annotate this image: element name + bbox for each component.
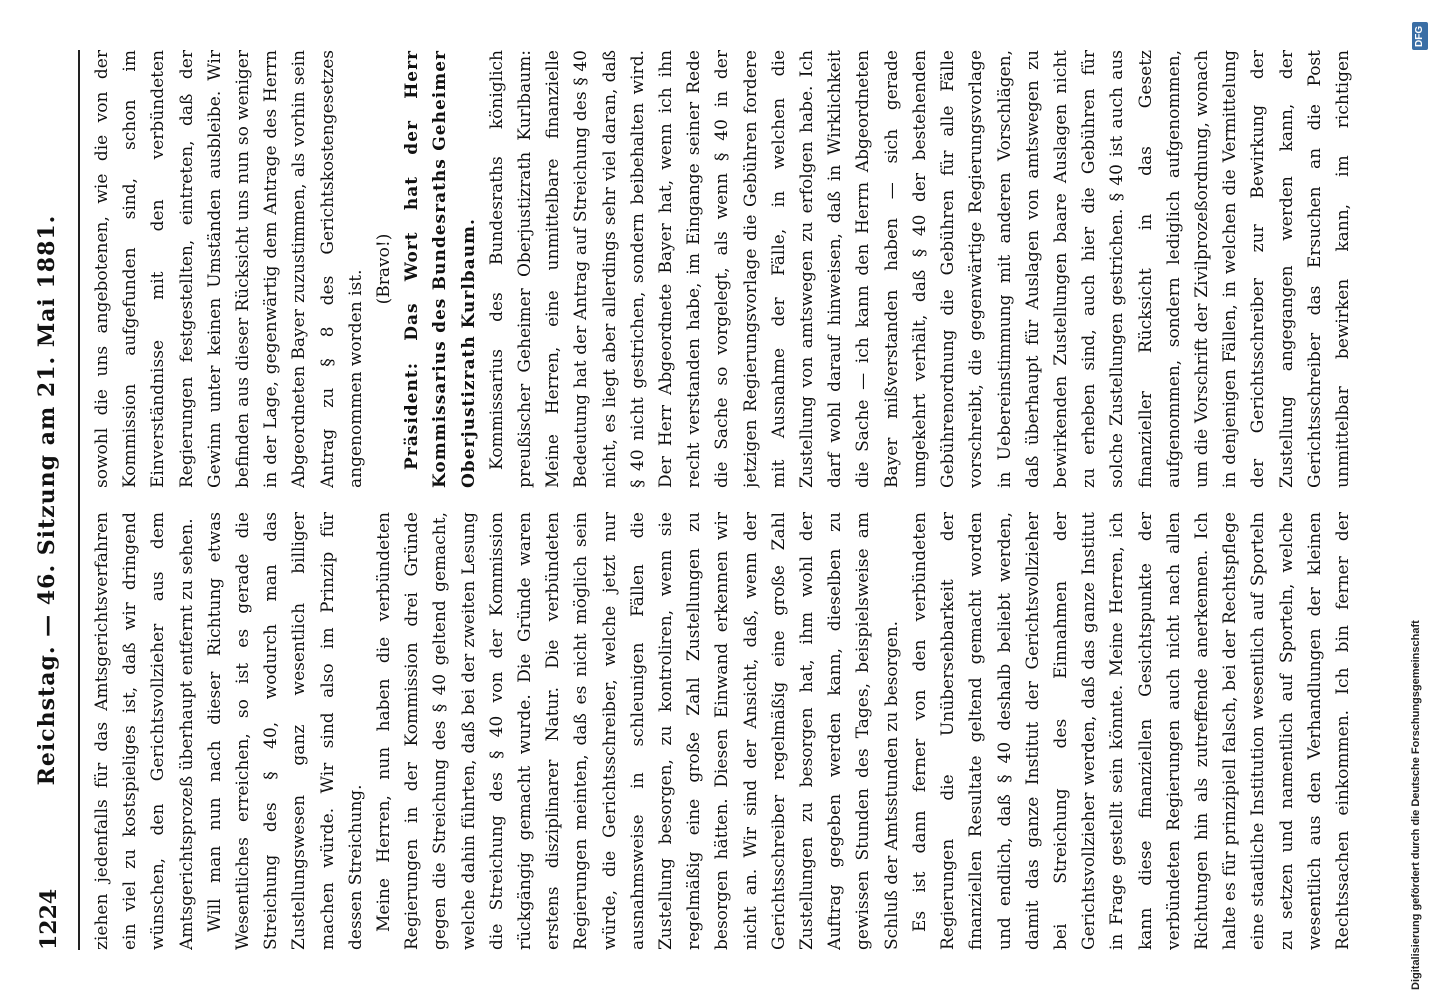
digitization-note [1402,0,1432,1000]
right-column [88,50,1358,488]
digitization-text: Digitalisierung gefördert durch die Deutsche Forschungsgemeinschaft [1410,620,1422,990]
paragraph: Es ist dann ferner von den verbündeten Regierungen die Unübersehbarkeit der finanziellen Resultate geltend gemacht worden und endlich, daß § 40 deshalb beliebt werden, damit das ganze Institut der Gerichtsvollzieher bei Streichung des Einnahmen der Gerichtsvollzieher werden, daß das ganze Institut in Frage gestellt sein könnte. Meine Herren, ich kann diese finanziellen Gesichtspunkte der verbündeten Regierungen auch nicht nach allen Richtungen hin als zutreffende anerkennen. Ich halte es für prinzipiell falsch, bei der Rechtspflege eine staatliche Institution wesentlich auf Sporteln zu setzen und namentlich auf Sporteln, welche wesentlich aus den Verhandlungen der kleinen Rechtssachen einkommen. Ich bin ferner der [909,512,1353,950]
paragraph: sowohl die uns angebotenen, wie die von der Kommission aufgefunden sind, schon im Einverständnisse mit den verbündeten Regierungen festgestellten, eintreten, daß der Gewinn unter keinen Umständen ausbleibe. Wir befinden aus dieser Rücksicht uns nun so weniger in der Lage, gegenwärtig dem Antrage des Herrn Abgeordneten Bayer zuzustimmen, als vorhin sein Antrag zu § 8 des Gerichtskostengesetzes angenommen worden ist. [92,50,366,488]
header-rule [78,50,80,950]
paragraph: Will man nun nach dieser Richtung etwas Wesentliches erreichen, so ist es gerade die Streichung des § 40, wodurch man das Zustellungswesen ganz wesentlich billiger machen würde. Wir sind also im Prinzip für dessen Streichung. [204,512,366,950]
dfg-logo-text: DFG [1414,25,1425,47]
dfg-logo [1412,22,1428,50]
paragraph: Meine Herren, nun haben die verbündeten Regierungen in der Kommission drei Gründe gegen die Streichung des § 40 geltend gemacht, welche dahin führten, daß bei der zweiten Lesung die Streichung des § 40 von der Kommission rückgängig gemacht wurde. Die Gründe waren erstens disziplinarer Natur. Die verbündeten Regierungen meinten, daß es nicht möglich sein würde, die Gerichtsschreiber, welche jetzt nur ausnahmsweise in schleunigen Fällen die Zustellung besorgen, zu kontroliren, wenn sie regelmäßig eine große Zahl Zustellungen zu besorgen hätten. Diesen Einwand erkennen wir nicht an. Wir sind der Ansicht, daß, wenn der Gerichtsschreiber regelmäßig eine große Zahl Zustellungen zu besorgen hat, ihm wohl der Auftrag gegeben werden kann, dieselben zu gewissen Stunden des Tages, beispielsweise am Schluß der Amtsstunden zu besorgen. [374,512,902,950]
page-header [30,50,70,950]
left-column [88,512,1358,950]
applause-note: (Bravo!) [374,233,395,305]
paragraph: Kommissarius des Bundesraths königlich preußischer Geheimer Oberjustizrath Kurlbaum: Meine Herren, eine unmittelbare finanzielle Bedeutung hat der Antrag auf Streichung des § 40 nicht, es liegt aber allerdings sehr viel daran, daß § 40 nicht gestrichen, sondern beibehalten wird. Der Herr Abgeordnete Bayer hat, wenn ich ihn recht verstanden habe, im Eingange seiner Rede die Sache so vorgelegt, als wenn § 40 in der jetzigen Regierungsvorlage die Gebühren fordere mit Ausnahme der Fälle, in welchen die Zustellung von amtswegen zu erfolgen habe. Ich darf wohl darauf hinweisen, daß in Wirklichkeit die Sache — ich kann den Herrn Abgeordneten Bayer mißverstanden haben — sich gerade umgekehrt verhält, daß § 40 der bestehenden Gebührenordnung die Gebühren für alle Fälle vorschreibt, die gegenwärtige Regierungsvorlage in Uebereinstimmung mit anderen Vorschlägen, daß überhaupt für Auslagen von amtswegen zu bewirkenden Zustellungen baare Auslagen nicht zu erheben sind, auch hier die Gebühren für solche Zustellungen gestrichen. § 40 ist auch aus finanzieller Rücksicht in das Gesetz aufgenommen, sondern lediglich aufgenommen, um die Vorschrift der Zivilprozeßordnung, wonach in denjenigen Fällen, in welchen die Vermittelung der Gerichtsschreiber zur Bewirkung der Zustellung angegangen werden kann, der Gerichtsschreiber das Ersuchen an die Post unmittelbar bewirken kann, im richtigen [486,50,1353,488]
president-statement: Präsident: Das Wort hat der Herr Kommissarius des Bundesraths Geheimer Oberjustizrath Kurlbaum. [402,50,479,488]
running-head: Reichstag. — 46. Sitzung am 21. Mai 1881. [34,214,60,786]
page-number: 1224 [36,888,62,950]
paragraph: ziehen jedenfalls für das Amtsgerichtsverfahren ein viel zu kostspieliges ist, daß wir dringend wünschen, den Gerichtsvollzieher aus dem Amtsgerichtsprozeß überhaupt entfernt zu sehen. [92,512,197,950]
